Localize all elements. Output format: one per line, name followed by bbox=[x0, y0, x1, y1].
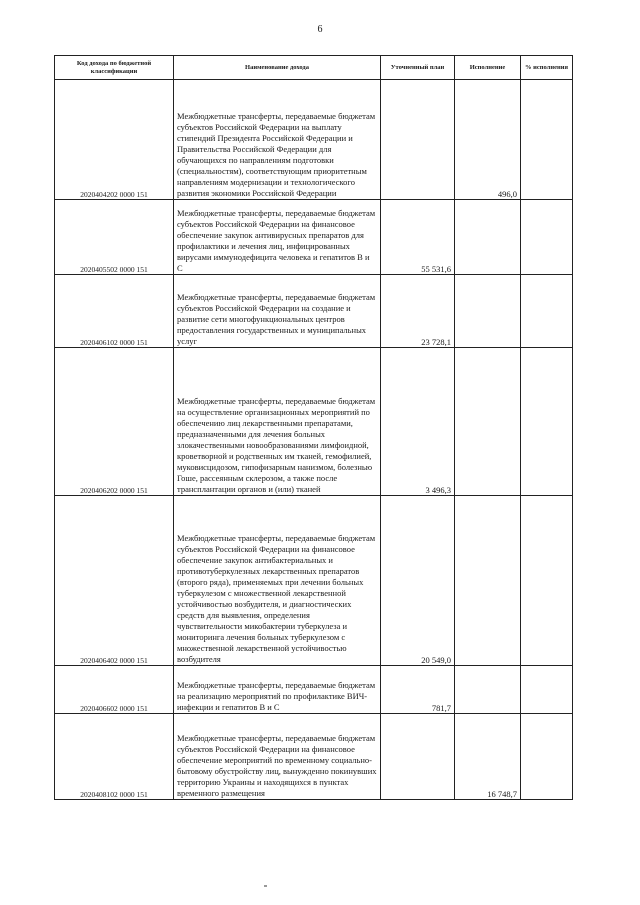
row-code: 2020406202 0000 151 bbox=[55, 348, 174, 496]
header-code: Код дохода по бюджетной классификации bbox=[55, 56, 174, 80]
row-percent bbox=[521, 200, 573, 275]
table-row bbox=[55, 275, 573, 348]
row-code: 2020408102 0000 151 bbox=[55, 714, 174, 800]
row-plan: 55 531,6 bbox=[381, 200, 455, 275]
row-execution bbox=[455, 200, 521, 275]
row-execution: 496,0 bbox=[455, 80, 521, 200]
table-row bbox=[55, 666, 573, 714]
row-code: 2020405502 0000 151 bbox=[55, 200, 174, 275]
row-name: Межбюджетные трансферты, передаваемые бюджетам субъектов Российской Федерации на финансовое обеспечение закупок антибактериальных и противотуберкулезных лекарственных препаратов (второго ряда), применяемых при лечении больных туберкулезом с множественной лекарственной устойчивостью возбудителя, и диагностических средств для выявления, определения чувствительности микобактерии туберкулеза и мониторинга лечения больных туберкулезом с множественной лекарственной устойчивостью возбудителя bbox=[174, 496, 381, 666]
scan-speck bbox=[264, 885, 267, 887]
row-plan: 23 728,1 bbox=[381, 275, 455, 348]
row-plan: 20 549,0 bbox=[381, 496, 455, 666]
row-code: 2020406102 0000 151 bbox=[55, 275, 174, 348]
row-percent bbox=[521, 714, 573, 800]
table-row bbox=[55, 348, 573, 496]
header-name: Наименование дохода bbox=[174, 56, 381, 80]
header-percent: % исполнения bbox=[521, 56, 573, 80]
table-row bbox=[55, 200, 573, 275]
row-percent bbox=[521, 275, 573, 348]
table-header-row bbox=[55, 56, 573, 80]
row-name: Межбюджетные трансферты, передаваемые бюджетам на осуществление организационных мероприятий по обеспечению лиц лекарственными препаратами, предназначенными для лечения больных злокачественными новообразованиями лимфоидной, кроветворной и родственных им тканей, гемофилией, муковисцидозом, гипофизарным нанизмом, болезнью Гоше, рассеянным склерозом, а также после трансплантации органов и (или) тканей bbox=[174, 348, 381, 496]
row-name: Межбюджетные трансферты, передаваемые бюджетам на реализацию мероприятий по профилактике ВИЧ-инфекции и гепатитов B и C bbox=[174, 666, 381, 714]
row-plan bbox=[381, 80, 455, 200]
row-execution bbox=[455, 666, 521, 714]
table-row bbox=[55, 714, 573, 800]
row-execution bbox=[455, 348, 521, 496]
row-percent bbox=[521, 80, 573, 200]
row-name: Межбюджетные трансферты, передаваемые бюджетам субъектов Российской Федерации на финансовое обеспечение мероприятий по временному социально-бытовому обустройству лиц, вынужденно покинувших территорию Украины и находящихся в пунктах временного размещения bbox=[174, 714, 381, 800]
header-plan: Уточненный план bbox=[381, 56, 455, 80]
row-execution bbox=[455, 496, 521, 666]
row-code: 2020406402 0000 151 bbox=[55, 496, 174, 666]
row-name: Межбюджетные трансферты, передаваемые бюджетам субъектов Российской Федерации на создание и развитие сети многофункциональных центров предоставления государственных и муниципальных услуг bbox=[174, 275, 381, 348]
row-execution: 16 748,7 bbox=[455, 714, 521, 800]
row-percent bbox=[521, 496, 573, 666]
row-percent bbox=[521, 348, 573, 496]
row-plan bbox=[381, 714, 455, 800]
row-execution bbox=[455, 275, 521, 348]
row-code: 2020404202 0000 151 bbox=[55, 80, 174, 200]
row-name: Межбюджетные трансферты, передаваемые бюджетам субъектов Российской Федерации на финансовое обеспечение закупок антивирусных препаратов для профилактики и лечения лиц, инфицированных вирусами иммунодефицита человека и гепатитов B и C bbox=[174, 200, 381, 275]
revenue-table bbox=[54, 55, 573, 800]
row-name: Межбюджетные трансферты, передаваемые бюджетам субъектов Российской Федерации на выплату стипендий Президента Российской Федерации и Правительства Российской Федерации для обучающихся по направлениям подготовки (специальностям), соответствующим приоритетным направлениям модернизации и технологического развития экономики Российской Федерации bbox=[174, 80, 381, 200]
header-execution: Исполнение bbox=[455, 56, 521, 80]
row-plan: 781,7 bbox=[381, 666, 455, 714]
page-number: 6 bbox=[317, 24, 323, 35]
table-row bbox=[55, 496, 573, 666]
table-row bbox=[55, 80, 573, 200]
row-plan: 3 496,3 bbox=[381, 348, 455, 496]
row-code: 2020406602 0000 151 bbox=[55, 666, 174, 714]
row-percent bbox=[521, 666, 573, 714]
